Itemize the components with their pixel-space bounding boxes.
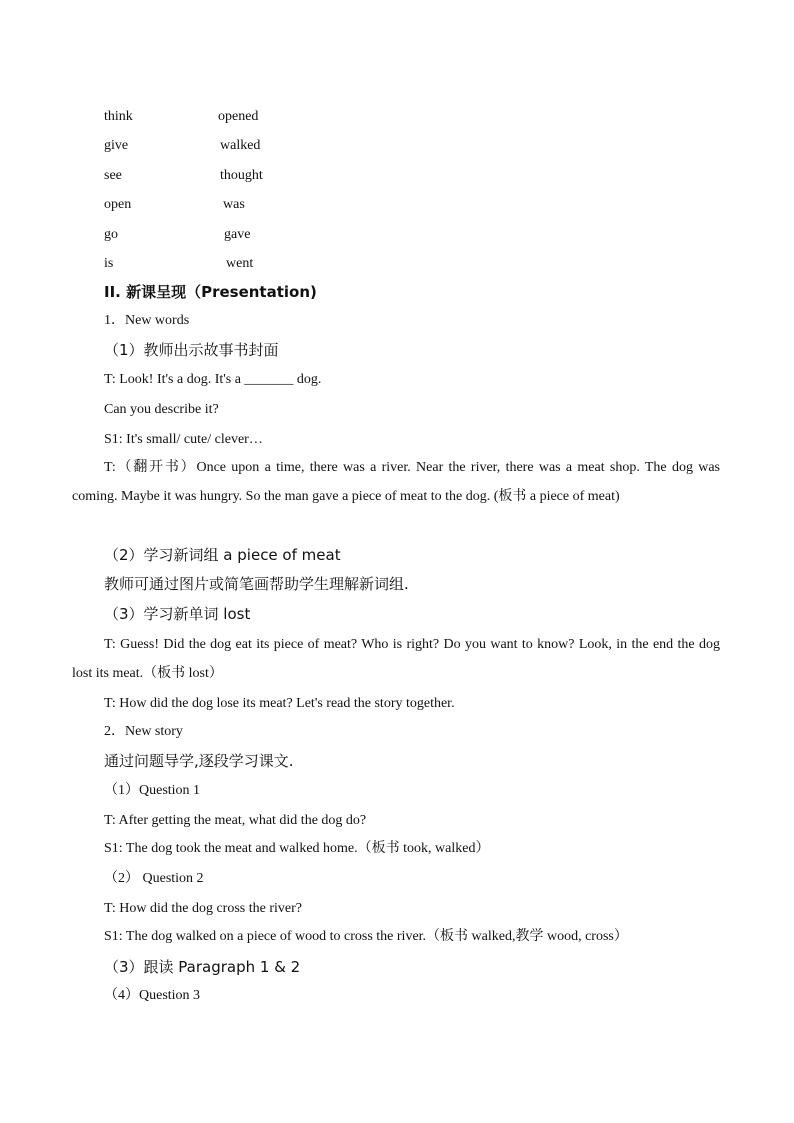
verb-base: is [104,256,114,271]
section-heading: II. 新课呈现（Presentation) [104,283,317,301]
verb-base: give [104,138,129,153]
verb-past: walked [220,138,261,153]
dialog-line: T: After getting the meat, what did the dog do? [104,813,367,828]
dialog-line: T: Look! It's a dog. It's a _______ dog. [104,372,322,387]
verb-past: went [226,256,254,271]
verb-past: opened [218,109,259,124]
verb-base: go [104,227,118,242]
part2-note: 通过问题导学,逐段学习课文. [104,752,294,770]
question2-title: （2） Question 2 [104,871,204,886]
dialog-line: S1: The dog took the meat and walked home.（板书 took, walked） [104,841,490,856]
part2-title: 2．New story [104,724,183,739]
step3-title: （3）学习新单词 lost [104,605,251,623]
guess-paragraph: T: Guess! Did the dog eat its piece of meat? Who is right? Do you want to know? Look, in the end the dog lost its meat.（板书 lost） [72,637,720,681]
verb-base: think [104,109,133,124]
dialog-line: T: How did the dog cross the river? [104,901,302,916]
verb-base: open [104,197,132,212]
dialog-line: T: How did the dog lose its meat? Let's read the story together. [104,696,455,711]
dialog-line: S1: The dog walked on a piece of wood to cross the river.（板书 walked,教学 wood, cross） [104,929,628,944]
verb-base: see [104,168,122,183]
step3b-title: （3）跟读 Paragraph 1 & 2 [104,958,301,976]
verb-past: was [223,197,245,212]
step2-note: 教师可通过图片或简笔画帮助学生理解新词组. [104,575,409,593]
step2-title: （2）学习新词组 a piece of meat [104,546,341,564]
verb-past: gave [224,227,251,242]
verb-past: thought [220,168,263,183]
part1-title: 1．New words [104,313,190,328]
step1-title: （1）教师出示故事书封面 [104,341,279,359]
dialog-line: Can you describe it? [104,402,219,417]
story-paragraph: T:（翻开书）Once upon a time, there was a river. Near the river, there was a meat shop. The dog was coming. Maybe it was hungry. So the man gave a piece of meat to the dog. (板书 a piece of meat) [72,460,720,504]
question1-title: （1）Question 1 [104,783,201,798]
question3-title: （4）Question 3 [104,988,201,1003]
dialog-line: S1: It's small/ cute/ clever… [104,432,263,447]
